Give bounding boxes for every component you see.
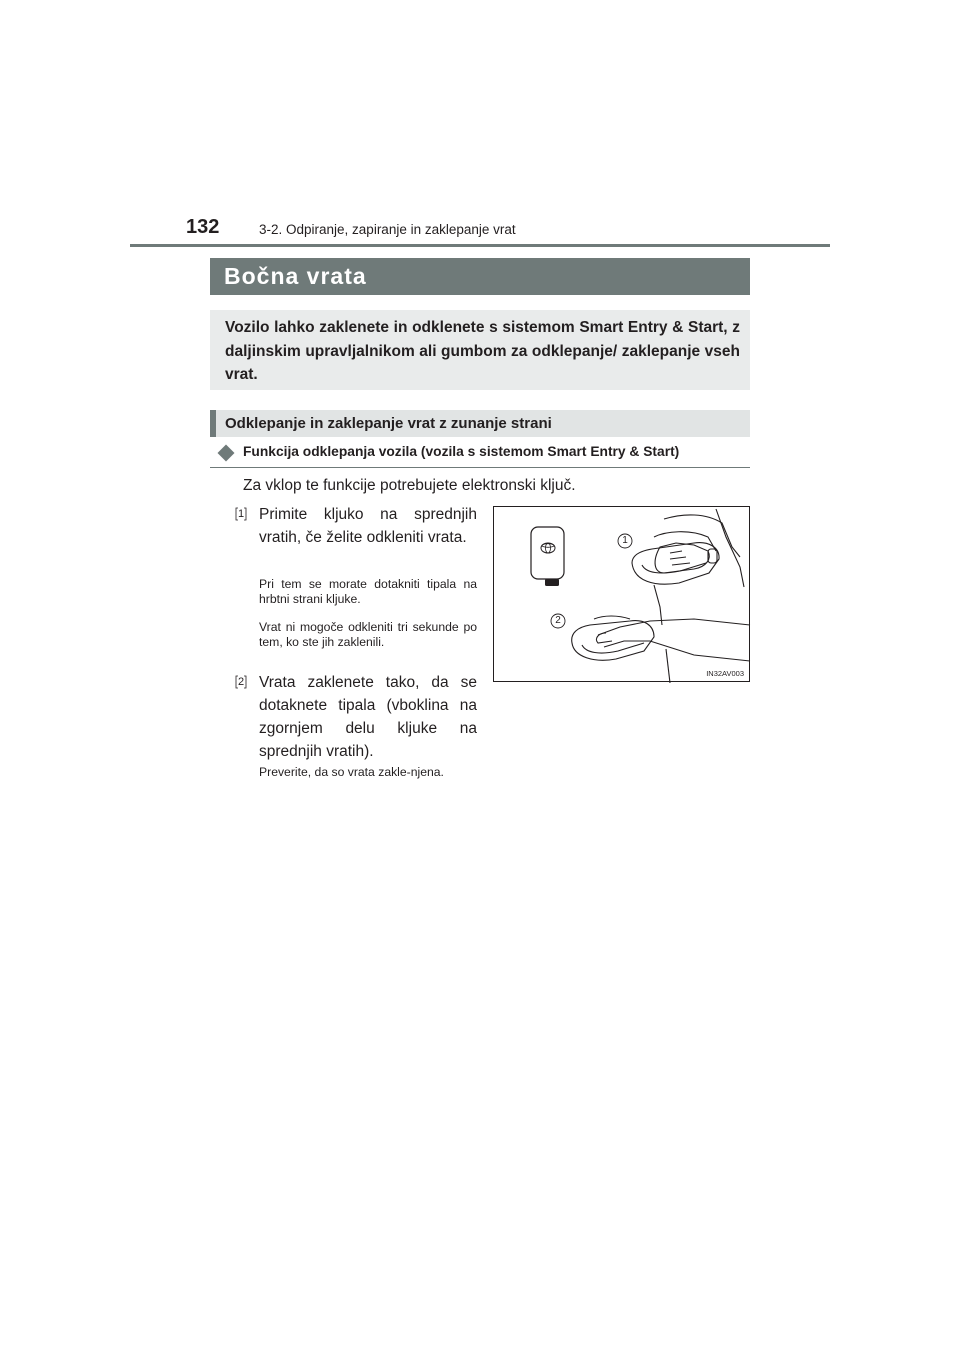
subsection-title-bar <box>210 410 750 437</box>
section-title: Bočna vrata <box>224 263 367 289</box>
running-header: 3-2. Odpiranje, zapiranje in zaklepanje vrat <box>259 222 516 237</box>
intro-text: Vozilo lahko zaklenete in odklenete s sistemom Smart Entry & Start, z daljinskim upravljalnikom ali gumbom za odklepanje/ zaklepanje vseh vrat. <box>225 319 740 383</box>
figure-callout-1: 1 <box>622 535 628 546</box>
figure-code: IN32AV003 <box>706 669 744 678</box>
feature-divider <box>210 467 750 468</box>
intro-box <box>210 310 750 390</box>
step-1-note-2: Vrat ni mogoče odkleniti tri sekunde po tem, ko ste jih zaklenili. <box>259 620 477 649</box>
section-title-bar <box>210 258 750 295</box>
step-number-label: 2 <box>237 676 245 688</box>
step-1-text: Primite kljuko na sprednjih vratih, če želite odkleniti vrata. <box>259 506 477 546</box>
grip-handle-icon <box>632 509 744 587</box>
step-1-note-1: Pri tem se morate dotakniti tipala na hrbtni strani kljuke. <box>259 577 477 606</box>
subsection-title: Odklepanje in zaklepanje vrat z zunanje strani <box>225 415 552 432</box>
header-divider <box>130 244 830 247</box>
diamond-bullet-icon <box>218 445 235 462</box>
step-number-2 <box>235 675 247 689</box>
feature-heading: Funkcija odklepanja vozila (vozila s sistemom Smart Entry & Start) <box>243 444 680 459</box>
electronic-key-icon <box>531 527 564 586</box>
step-2-note: Preverite, da so vrata zakle-njena. <box>259 765 444 779</box>
step-number-label: 1 <box>237 508 245 520</box>
subsection-accent <box>210 410 216 437</box>
step-2-text: Vrata zaklenete tako, da se dotaknete tipala (vboklina na zgornjem delu kljuke na sprednjih vratih). <box>259 674 477 760</box>
figure-callout-2: 2 <box>555 615 561 626</box>
door-handle-illustration <box>493 506 750 682</box>
page-number: 132 <box>186 216 220 238</box>
requirement-text: Za vklop te funkcije potrebujete elektronski ključ. <box>243 477 576 494</box>
step-number-1 <box>235 507 247 521</box>
